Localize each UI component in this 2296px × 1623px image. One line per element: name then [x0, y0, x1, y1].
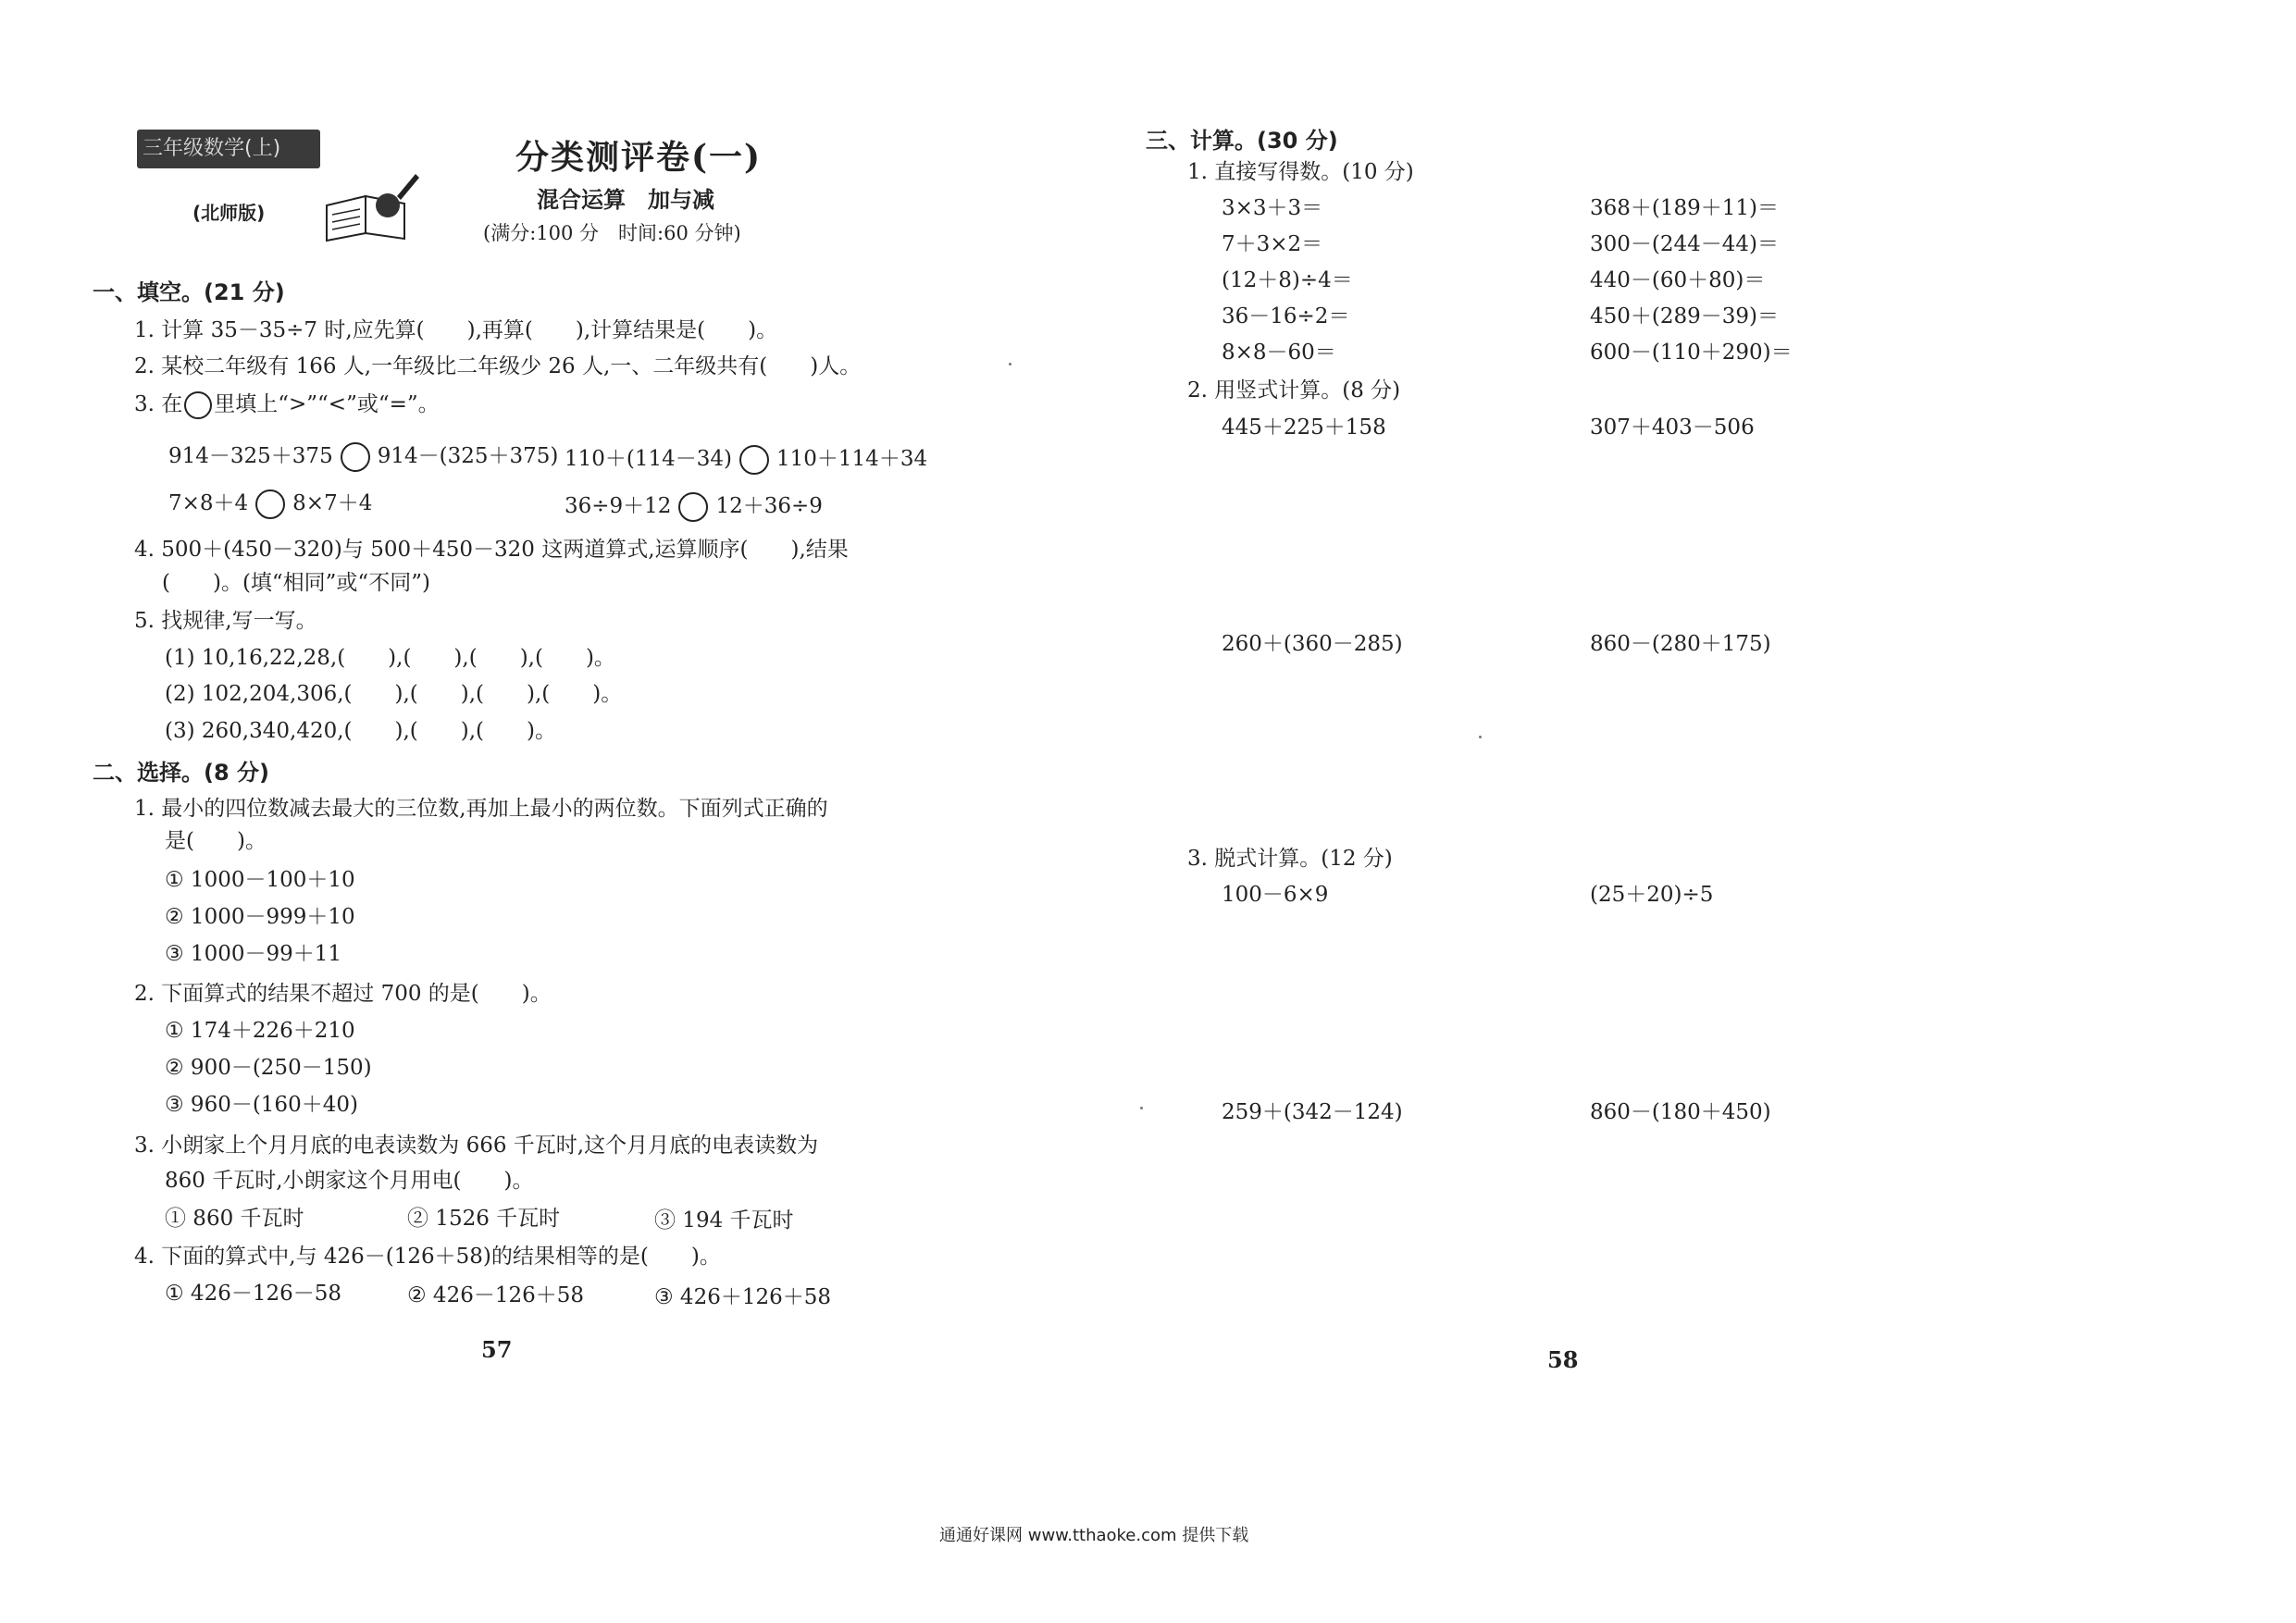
compare-row-2b — [565, 492, 823, 522]
q3-text-a: 3. 在 — [134, 392, 183, 416]
s1-question-2: 2. 某校二年级有 166 人,一年级比二年级少 26 人,一、二年级共有( )人。 — [134, 354, 862, 378]
s2-q2-option-1[interactable]: ① 174＋226＋210 — [165, 1019, 355, 1043]
s2-q1-option-1[interactable]: ① 1000－100＋10 — [165, 868, 355, 892]
compare-row-1b — [565, 445, 927, 475]
score-time-info: (满分:100 分 时间:60 分钟) — [483, 222, 741, 244]
mental-calc-item[interactable]: 600－(110＋290)＝ — [1590, 341, 1793, 365]
section-1-heading: 一、填空。(21 分) — [93, 279, 285, 305]
page-title: 分类测评卷(一) — [515, 138, 763, 177]
book-pen-icon — [319, 168, 421, 242]
s2-question-3-line1: 3. 小朗家上个月月底的电表读数为 666 千瓦时,这个月月底的电表读数为 — [134, 1134, 819, 1158]
page-number-right: 58 — [1547, 1346, 1579, 1373]
mental-calc-item[interactable]: (12＋8)÷4＝ — [1222, 268, 1353, 292]
s2-question-4: 4. 下面的算式中,与 426－(126＋58)的结果相等的是( )。 — [134, 1245, 721, 1269]
s2-question-3-line2: 860 千瓦时,小朗家这个月用电( )。 — [165, 1169, 534, 1193]
mental-calc-item[interactable]: 7＋3×2＝ — [1222, 232, 1323, 256]
s2-q2-option-3[interactable]: ③ 960－(160＋40) — [165, 1093, 358, 1117]
circle-icon — [184, 391, 212, 419]
mental-calc-item[interactable]: 36－16÷2＝ — [1222, 304, 1350, 328]
compare-circle-input[interactable] — [341, 442, 370, 472]
vertical-calc-item[interactable]: 445＋225＋158 — [1222, 415, 1386, 440]
s1-question-1: 1. 计算 35－35÷7 时,应先算( ),再算( ),计算结果是( )。 — [134, 318, 778, 342]
s1-question-5-1: (1) 10,16,22,28,( ),( ),( ),( )。 — [165, 646, 615, 670]
s2-q4-option-2[interactable]: ② 426－126＋58 — [407, 1283, 584, 1307]
s2-q4-option-3[interactable]: ③ 426＋126＋58 — [654, 1285, 831, 1309]
mental-calc-item[interactable]: 440－(60＋80)＝ — [1590, 268, 1766, 292]
compare-left: 36÷9＋12 — [565, 494, 672, 518]
footer-credit: 通通好课网 www.tthaoke.com 提供下载 — [939, 1526, 1249, 1545]
compare-circle-input[interactable] — [255, 489, 285, 519]
section-3-heading: 三、计算。(30 分) — [1146, 128, 1338, 154]
compare-left: 914－325＋375 — [168, 444, 333, 468]
s1-question-4-line1: 4. 500＋(450－320)与 500＋450－320 这两道算式,运算顺序( ),结果 — [134, 538, 849, 562]
vertical-calc-item[interactable]: 307＋403－506 — [1590, 415, 1755, 440]
s2-q2-option-2[interactable]: ② 900－(250－150) — [165, 1056, 372, 1080]
mental-calc-item[interactable]: 450＋(289－39)＝ — [1590, 304, 1780, 328]
compare-circle-input[interactable] — [678, 492, 708, 522]
mental-calc-item[interactable]: 300－(244－44)＝ — [1590, 232, 1780, 256]
s3-part-3: 3. 脱式计算。(12 分) — [1187, 847, 1393, 871]
q3-text-b: 里填上“>”“<”或“=”。 — [214, 392, 440, 416]
compare-right: 12＋36÷9 — [715, 494, 823, 518]
s1-question-5: 5. 找规律,写一写。 — [134, 609, 317, 633]
s1-question-5-2: (2) 102,204,306,( ),( ),( ),( )。 — [165, 682, 623, 706]
s2-question-2: 2. 下面算式的结果不超过 700 的是( )。 — [134, 982, 552, 1006]
s3-part-2: 2. 用竖式计算。(8 分) — [1187, 378, 1401, 403]
stepwise-calc-item[interactable]: (25＋20)÷5 — [1590, 883, 1714, 907]
stepwise-calc-item[interactable]: 100－6×9 — [1222, 883, 1329, 907]
grade-badge: 三年级数学(上) — [137, 130, 320, 168]
compare-right: 914－(325＋375) — [377, 444, 559, 468]
scan-speck — [1009, 363, 1011, 365]
mental-calc-item[interactable]: 8×8－60＝ — [1222, 341, 1336, 365]
vertical-calc-item[interactable]: 260＋(360－285) — [1222, 632, 1403, 656]
compare-right: 8×7＋4 — [292, 491, 373, 515]
s1-question-4-line2: ( )。(填“相同”或“不同”) — [162, 571, 430, 595]
s2-q3-option-3[interactable]: ③ 194 千瓦时 — [654, 1208, 794, 1233]
compare-row-1a — [168, 442, 558, 472]
mental-calc-item[interactable]: 3×3＋3＝ — [1222, 196, 1323, 220]
s3-part-1: 1. 直接写得数。(10 分) — [1187, 160, 1414, 184]
compare-circle-input[interactable] — [739, 445, 769, 475]
section-2-heading: 二、选择。(8 分) — [93, 760, 269, 786]
s2-q3-option-2[interactable]: ② 1526 千瓦时 — [407, 1207, 561, 1231]
s1-question-3 — [134, 391, 440, 419]
s2-q3-option-1[interactable]: ① 860 千瓦时 — [165, 1207, 304, 1231]
s2-q1-option-3[interactable]: ③ 1000－99＋11 — [165, 942, 341, 966]
compare-right: 110＋114＋34 — [776, 447, 928, 471]
compare-left: 7×8＋4 — [168, 491, 249, 515]
vertical-calc-item[interactable]: 860－(280＋175) — [1590, 632, 1771, 656]
page-subtitle: 混合运算 加与减 — [537, 187, 714, 213]
s2-q4-option-1[interactable]: ① 426－126－58 — [165, 1282, 341, 1306]
compare-row-2a — [168, 489, 372, 519]
scan-speck — [1140, 1107, 1143, 1109]
page-number-left: 57 — [481, 1336, 513, 1363]
stepwise-calc-item[interactable]: 259＋(342－124) — [1222, 1100, 1403, 1124]
mental-calc-item[interactable]: 368＋(189＋11)＝ — [1590, 196, 1780, 220]
s2-q1-option-2[interactable]: ② 1000－999＋10 — [165, 905, 355, 929]
compare-left: 110＋(114－34) — [565, 447, 733, 471]
edition-label: (北师版) — [192, 202, 266, 224]
s2-question-1-line2: 是( )。 — [165, 829, 267, 853]
s1-question-5-3: (3) 260,340,420,( ),( ),( )。 — [165, 719, 556, 743]
scan-speck — [1479, 736, 1482, 738]
stepwise-calc-item[interactable]: 860－(180＋450) — [1590, 1100, 1771, 1124]
s2-question-1-line1: 1. 最小的四位数减去最大的三位数,再加上最小的两位数。下面列式正确的 — [134, 797, 828, 821]
